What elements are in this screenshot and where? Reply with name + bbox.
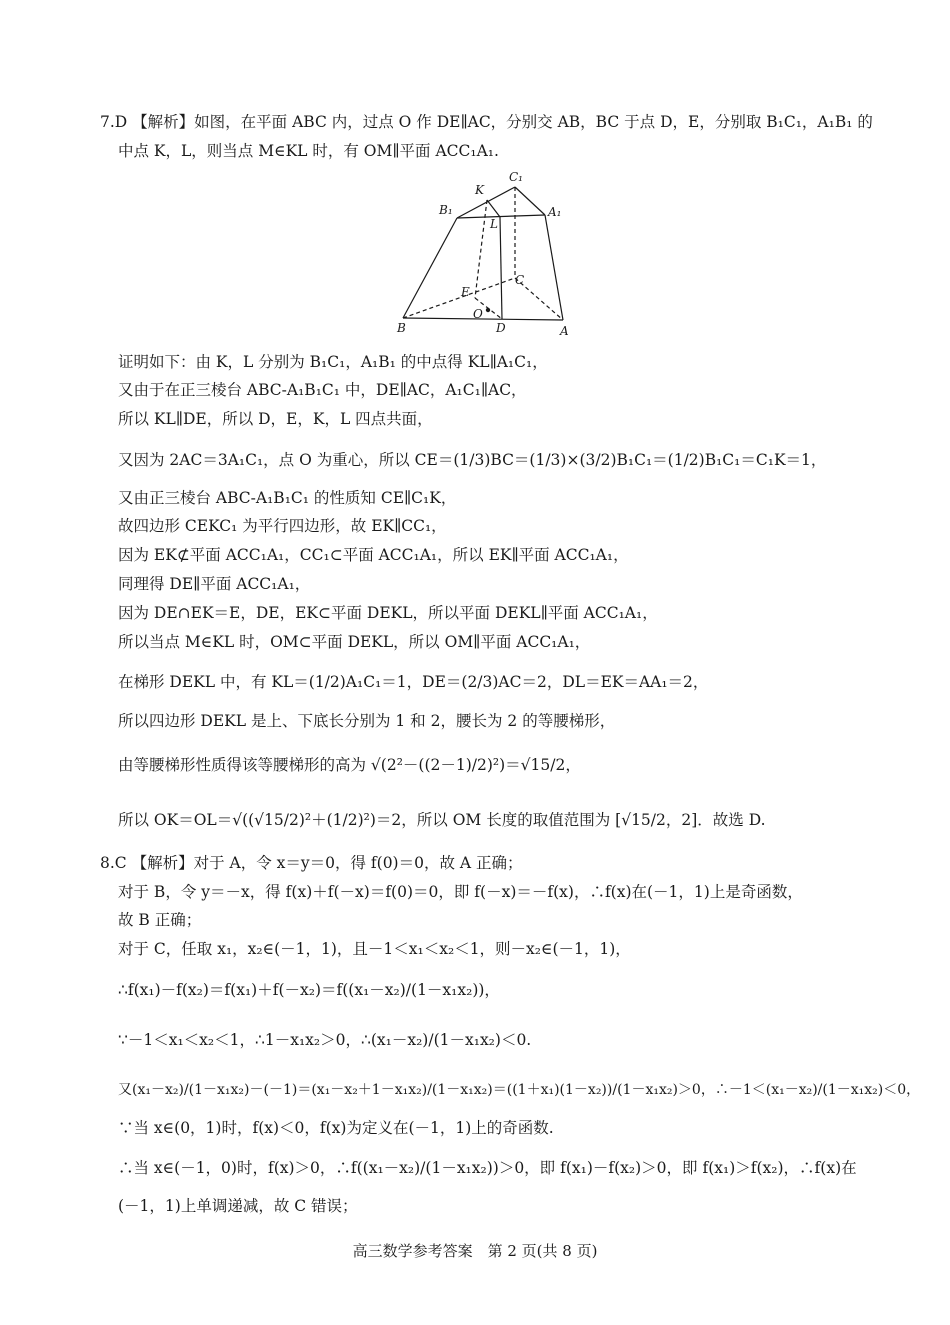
q7-proof-9: 因为 DE∩EK＝E，DE，EK⊂平面 DEKL，所以平面 DEKL∥平面 ACC₁A₁， [118, 604, 658, 622]
label-A: A [560, 324, 569, 335]
q8-line-2: 对于 B，令 y＝－x，得 f(x)＋f(－x)＝f(0)＝0，即 f(－x)＝－f(x)，∴f(x)在(－1，1)上是奇函数， [118, 883, 803, 901]
q7-proof-1: 证明如下：由 K，L 分别为 B₁C₁，A₁B₁ 的中点得 KL∥A₁C₁， [118, 353, 548, 371]
q7-proof-4: 又因为 2AC＝3A₁C₁，点 O 为重心，所以 CE＝(1/3)BC＝(1/3)×(3/2)B₁C₁＝(1/2)B₁C₁＝C₁K＝1， [118, 451, 827, 469]
q7-proof-6: 故四边形 CEKC₁ 为平行四边形，故 EK∥CC₁， [118, 517, 447, 535]
q8-line-6: ∵－1＜x₁＜x₂＜1，∴1－x₁x₂＞0，∴(x₁－x₂)/(1－x₁x₂)＜0. [118, 1031, 532, 1049]
q8-line-8: ∵当 x∈(0，1)时，f(x)＜0，f(x)为定义在(－1，1)上的奇函数. [118, 1119, 554, 1137]
label-A1: A₁ [548, 205, 562, 219]
label-K: K [475, 183, 484, 197]
q7-proof-14: 所以 OK＝OL＝√((√15/2)²＋(1/2)²)＝2，所以 OM 长度的取值范围为 [√15/2，2]．故选 D. [118, 811, 766, 829]
q8-line-10: (－1，1)上单调递减，故 C 错误； [118, 1197, 358, 1215]
q8-line-5: ∴f(x₁)－f(x₂)＝f(x₁)＋f(－x₂)＝f((x₁－x₂)/(1－x₁x₂))， [118, 981, 500, 999]
label-D: D [496, 321, 506, 335]
q8-line-3: 故 B 正确； [118, 911, 202, 929]
q7-proof-5: 又由正三棱台 ABC-A₁B₁C₁ 的性质知 CE∥C₁K， [118, 489, 457, 507]
q8-line-7: 又(x₁－x₂)/(1－x₁x₂)－(－1)＝(x₁－x₂＋1－x₁x₂)/(1－x₁x₂)＝((1＋x₁)(1－x₂))/(1－x₁x₂)＞0，∴－1＜(x₁－x₂)/(1－x₁x₂)＜0， [118, 1082, 921, 1098]
q8-line-1: 8.C 【解析】对于 A，令 x＝y＝0，得 f(0)＝0，故 A 正确； [100, 854, 523, 872]
frustum-diagram [395, 170, 575, 335]
label-O: O [473, 307, 483, 321]
q7-proof-12: 所以四边形 DEKL 是上、下底长分别为 1 和 2，腰长为 2 的等腰梯形， [118, 712, 616, 730]
label-E: E [461, 285, 470, 299]
label-B1: B₁ [439, 203, 453, 217]
label-L: L [490, 217, 498, 231]
page-footer: 高三数学参考答案 第 2 页(共 8 页) [352, 1242, 598, 1260]
label-B: B [397, 321, 406, 335]
q7-line-1: 7.D 【解析】如图，在平面 ABC 内，过点 O 作 DE∥AC，分别交 AB，BC 于点 D，E，分别取 B₁C₁，A₁B₁ 的 [100, 113, 873, 131]
label-C1: C₁ [509, 170, 523, 184]
q8-line-4: 对于 C，任取 x₁，x₂∈(－1，1)，且－1＜x₁＜x₂＜1，则－x₂∈(－1，1)， [118, 940, 631, 958]
q7-line-2: 中点 K，L，则当点 M∈KL 时，有 OM∥平面 ACC₁A₁. [118, 142, 499, 160]
q8-line-9: ∴当 x∈(－1，0)时，f(x)＞0，∴f((x₁－x₂)/(1－x₁x₂))＞0，即 f(x₁)－f(x₂)＞0，即 f(x₁)＞f(x₂)，∴f(x)在 [118, 1159, 857, 1177]
q7-proof-3: 所以 KL∥DE，所以 D，E，K，L 四点共面， [118, 410, 433, 428]
q7-proof-11: 在梯形 DEKL 中，有 KL＝(1/2)A₁C₁＝1，DE＝(2/3)AC＝2，DL＝EK＝AA₁＝2， [118, 673, 709, 691]
q7-proof-7: 因为 EK⊄平面 ACC₁A₁，CC₁⊂平面 ACC₁A₁，所以 EK∥平面 ACC₁A₁， [118, 546, 629, 564]
q7-proof-8: 同理得 DE∥平面 ACC₁A₁， [118, 575, 311, 593]
q7-proof-10: 所以当点 M∈KL 时，OM⊂平面 DEKL，所以 OM∥平面 ACC₁A₁， [118, 633, 591, 651]
q7-proof-2: 又由于在正三棱台 ABC-A₁B₁C₁ 中，DE∥AC，A₁C₁∥AC， [118, 381, 527, 399]
label-C: C [515, 273, 525, 287]
q7-proof-13: 由等腰梯形性质得该等腰梯形的高为 √(2²－((2－1)/2)²)＝√15/2， [118, 756, 581, 774]
